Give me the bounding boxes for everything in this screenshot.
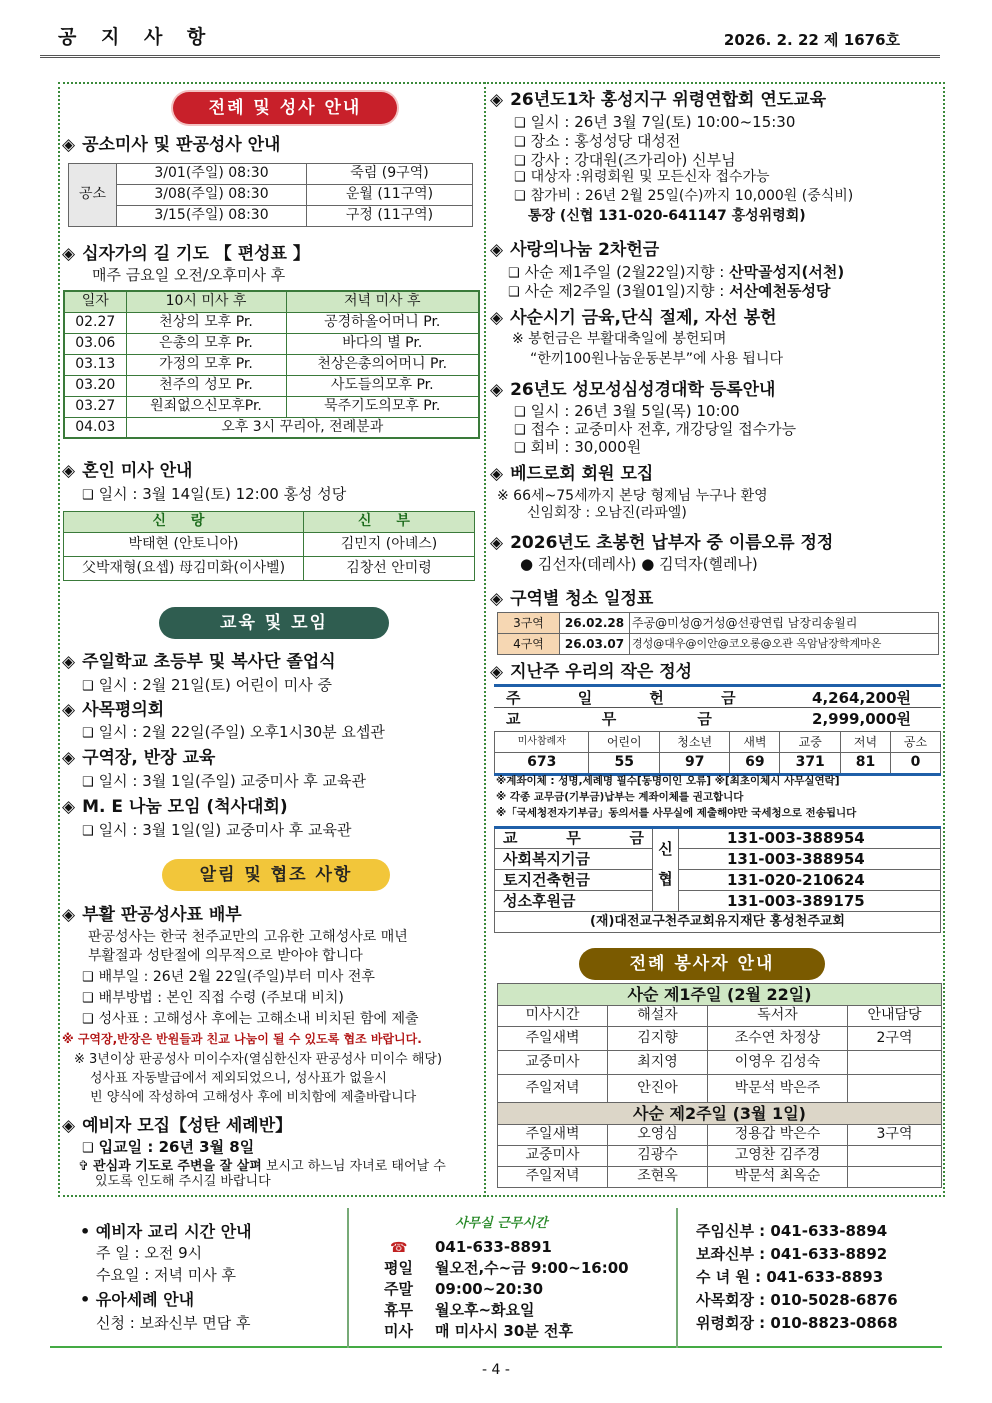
peter-line-2: 신임회장 : 오남진(라파엘): [527, 505, 687, 521]
table-cell: 131-003-389175: [679, 891, 941, 912]
table-cell: 가정의 모후 Pr.: [126, 354, 286, 375]
table-header: 해설자: [608, 1006, 708, 1027]
table-cell: 운월 (11구역): [307, 185, 473, 206]
table-cell: 673: [495, 753, 589, 774]
hongseong-line-4: ❑ 참가비 : 26년 2월 25일(수)까지 10,000원 (중식비): [514, 188, 853, 205]
love-line-1: [508, 263, 844, 282]
table-row: [495, 753, 941, 774]
easter-b2: ❑ 배부방법 : 본인 직접 수령 (주보대 비치): [82, 990, 344, 1007]
phone-icon: ☎: [390, 1240, 408, 1256]
footer-office-label-weekday: 평일: [384, 1259, 413, 1277]
love-line-1-text: 사순 제1주일 (2월22일)지향 :: [524, 263, 730, 281]
edu-title-0: ◈ 주일학교 초등부 및 복사단 졸업식: [62, 652, 336, 673]
footer-office-mass: 매 미사시 30분 전후: [435, 1322, 573, 1340]
stations-title: ◈ 십자가의 길 기도 【 편성표 】: [62, 244, 310, 265]
love-line-2-bold: 서산예천동성당: [729, 282, 831, 300]
table-row: [64, 333, 479, 354]
table-cell: 주공@미성@거성@선광연립 남장리송월리: [630, 613, 939, 634]
table-cell: 4구역: [498, 634, 560, 655]
offering-note-3: ※「국세청전자기부금」동의서를 사무실에 제출해야만 국세청으로 전송됩니다: [496, 807, 857, 819]
table-header: 새벽: [730, 732, 780, 753]
table-row: [498, 1167, 942, 1188]
table-cell: 3/15(주일) 08:30: [117, 206, 307, 227]
table-cell: 박문석 박은주: [708, 1075, 848, 1103]
table-header: 신 부: [304, 512, 475, 533]
offering-note-2: ※ 각종 교무금(기부금)납부는 계좌이체를 권고합니다: [496, 791, 744, 803]
footer-contacts: [696, 1208, 936, 1348]
table-row: [64, 375, 479, 396]
footer-office-title: 사무실 근무시간: [455, 1216, 548, 1231]
page-number: - 4 -: [482, 1362, 510, 1378]
catechumen-title: ◈ 예비자 모집【성탄 세례반】: [62, 1116, 292, 1137]
table-cell: 0: [890, 753, 940, 774]
table-cell: [848, 1146, 942, 1167]
bible-title: ◈ 26년도 성모성심성경대학 등록안내: [490, 380, 775, 401]
section-pill-servers: 전례 봉사자 안내: [579, 948, 825, 980]
table-row: [495, 891, 941, 912]
table-header-row: [495, 732, 941, 753]
table-cell: 공경하올어머니 Pr.: [286, 312, 479, 333]
table-row: [495, 870, 941, 891]
table-cell: 묵주기도의모후 Pr.: [286, 396, 479, 417]
table-cell: 04.03: [64, 417, 126, 438]
table-cell: 03.20: [64, 375, 126, 396]
table-cell: 03.27: [64, 396, 126, 417]
table-header: 교중: [780, 732, 841, 753]
table-header: 저녁: [841, 732, 891, 753]
table-cell: 02.27: [64, 312, 126, 333]
table-cell: 교중미사: [498, 1146, 608, 1167]
footer-contact-2: 수 녀 원 : 041-633-8893: [696, 1268, 884, 1286]
edu-line-0: ❑ 일시 : 2월 21일(토) 어린이 미사 중: [82, 676, 332, 695]
table-cell: 3구역: [848, 1125, 942, 1146]
footer-baptism-title: • 유아세례 안내: [80, 1290, 195, 1309]
table-header: 독서자: [708, 1006, 848, 1027]
table-cell: 성소후원금: [495, 891, 653, 912]
table-cell: 안진아: [608, 1075, 708, 1103]
wedding-line: ❑ 일시 : 3월 14일(토) 12:00 홍성 성당: [82, 485, 346, 504]
bible-line-1: ❑ 접수 : 교중미사 전후, 개강당일 접수가능: [514, 420, 796, 439]
hongseong-line-3: ❑ 대상자 :위령회원 및 모든신자 접수가능: [514, 169, 770, 186]
footer-office-label-weekend: 주말: [384, 1280, 413, 1298]
edu-title-1: ◈ 사목평의회: [62, 700, 164, 721]
easter-title: ◈ 부활 판공성사표 배부: [62, 905, 242, 926]
table-cell: 03.06: [64, 333, 126, 354]
table-header: 어린이: [589, 732, 659, 753]
peter-title: ◈ 베드로회 회원 모집: [490, 464, 653, 485]
table-cell: 69: [730, 753, 780, 774]
table-cell: 주일저녁: [498, 1167, 608, 1188]
footer-separator: [347, 1208, 349, 1348]
footer-contact-0: 주임신부 : 041-633-8894: [696, 1222, 888, 1240]
footer-office-phone: 041-633-8891: [435, 1238, 552, 1256]
pointer-icon: ✞: [78, 1159, 94, 1174]
table-cell: 이영우 김성숙: [708, 1051, 848, 1075]
footer-office-off: 월오후~화요일: [435, 1301, 535, 1319]
table-cell: 김광수: [608, 1146, 708, 1167]
table-cell: 3/01(주일) 08:30: [117, 164, 307, 185]
table-cell: 사순 제1주일 (2월 22일): [498, 984, 942, 1006]
hongseong-title: ◈ 26년도1차 홍성지구 위령연합회 연도교육: [490, 90, 826, 111]
easter-b3: ❑ 성사표 : 고해성사 후에는 고해소내 비치된 함에 제출: [82, 1011, 419, 1028]
table-cell: 131-003-388954: [679, 849, 941, 870]
table-cell: 사도들의모후 Pr.: [286, 375, 479, 396]
table-cell: [848, 1167, 942, 1188]
mission-mass-table: [68, 163, 473, 227]
table-cell: 오영심: [608, 1125, 708, 1146]
table-cell: 조현옥: [608, 1167, 708, 1188]
table-cell: (재)대전교구천주교회유지재단 홍성천주교회: [495, 912, 941, 933]
lent-line-2: “한끼100원나눔운동본부”에 사용 됩니다: [530, 351, 783, 367]
table-header-row: [64, 512, 475, 533]
table-row: [64, 557, 475, 581]
table-cell: 천상의 모후 Pr.: [126, 312, 286, 333]
table-row: [64, 533, 475, 557]
section-pill-education: 교육 및 모임: [159, 607, 389, 639]
table-header: 미사시간: [498, 1006, 608, 1027]
peter-line-1: ※ 66세~75세까지 본당 형제님 누구나 환영: [497, 488, 768, 504]
easter-warning: ※ 구역장,반장은 반원들과 친교 나눔이 될 수 있도록 협조 바랍니다.: [62, 1032, 422, 1046]
table-cell: 사순 제2주일 (3월 1일): [498, 1103, 942, 1125]
table-header: 청소년: [659, 732, 729, 753]
easter-n3: 빈 양식에 작성하여 고해성사 후에 비치함에 제출바랍니다: [90, 1090, 417, 1105]
table-cell: 공소: [69, 164, 117, 227]
table-row: [498, 1051, 942, 1075]
footer-separator: [676, 1208, 678, 1348]
table-cell: 주일저녁: [498, 1075, 608, 1103]
table-row: [498, 1075, 942, 1103]
table-row: [64, 417, 479, 438]
offering-sunday-label: 주 일 헌 금: [506, 689, 762, 707]
table-cell: [848, 1051, 942, 1075]
section-pill-liturgy: 전례 및 성사 안내: [173, 92, 397, 124]
table-cell: 토지건축헌금: [495, 870, 653, 891]
stations-table: [63, 290, 480, 439]
table-cell: 131-020-210624: [679, 870, 941, 891]
catechumen-p1-bold: 관심과 기도로 주변을 잘 살펴: [93, 1159, 262, 1174]
hongseong-line-0: ❑ 일시 : 26년 3월 7일(토) 10:00~15:30: [514, 113, 795, 132]
bible-line-0: ❑ 일시 : 26년 3월 5일(목) 10:00: [514, 402, 740, 421]
table-cell: 김민지 (아녜스): [304, 533, 475, 557]
love-line-1-bold: 산막골성지(서천): [729, 263, 845, 281]
table-cell: 정용갑 박은수: [708, 1125, 848, 1146]
easter-n2: 성사표 자동발급에서 제외되었으니, 성사표가 없을시: [90, 1071, 387, 1086]
section-pill-notice: 알림 및 협조 사항: [162, 859, 390, 891]
table-cell: [848, 1075, 942, 1103]
catechumen-p2: 있도록 인도해 주시길 바랍니다: [95, 1174, 271, 1189]
table-row: [69, 206, 473, 227]
footer-office: [350, 1208, 670, 1348]
offering-title: ◈ 지난주 우리의 작은 정성: [490, 662, 692, 683]
table-row: [64, 396, 479, 417]
issue-date: 2026. 2. 22 제 1676호: [723, 31, 900, 49]
catechumen-b1: ❑ 입교일 : 26년 3월 8일: [82, 1138, 254, 1157]
catechumen-p1: [78, 1159, 446, 1175]
table-row: [495, 849, 941, 870]
table-cell: 371: [780, 753, 841, 774]
table-header: 저녁 미사 후: [286, 291, 479, 312]
table-row: [64, 354, 479, 375]
offering-duty-value: 2,999,000원: [812, 710, 911, 728]
footer-office-weekday: 월오전,수~금 9:00~16:00: [435, 1259, 629, 1277]
table-header: 미사참례자: [495, 732, 589, 753]
edu-title-2: ◈ 구역장, 반장 교육: [62, 748, 215, 769]
table-cell: 고영찬 김주경: [708, 1146, 848, 1167]
table-row: [498, 1125, 942, 1146]
table-cell: 131-003-388954: [679, 828, 941, 849]
table-row: [498, 1027, 942, 1051]
table-cell: 26.02.28: [560, 613, 630, 634]
edu-line-3: ❑ 일시 : 3월 1일(일) 교중미사 후 교육관: [82, 821, 351, 840]
page-header: [40, 22, 940, 58]
footer-office-weekend: 09:00~20:30: [435, 1280, 544, 1298]
table-cell: 바다의 별 Pr.: [286, 333, 479, 354]
table-row: [498, 984, 942, 1006]
table-cell: 주일새벽: [498, 1027, 608, 1051]
table-cell: 구정 (11구역): [307, 206, 473, 227]
table-header: 일자: [64, 291, 126, 312]
table-cell: 김창선 안미령: [304, 557, 475, 581]
table-cell: 천상은총의어머니 Pr.: [286, 354, 479, 375]
footer-catechism-sunday: 주 일 : 오전 9시: [96, 1244, 203, 1262]
footer-contact-3: 사목회장 : 010-5028-6876: [696, 1291, 898, 1309]
wedding-table: [63, 511, 475, 581]
table-cell: 협: [653, 870, 679, 912]
footer-office-label-off: 휴무: [384, 1301, 413, 1319]
footer-office-label-mass: 미사: [384, 1322, 413, 1340]
footer-education: [80, 1208, 370, 1348]
offering-note-1: ※계좌이체 : 성명,세례명 필수[동명이인 오류] ※[최초이체시 사무실연락]: [496, 775, 840, 787]
hongseong-line-1: ❑ 장소 : 홍성성당 대성전: [514, 132, 680, 151]
table-cell: 교 무 금: [495, 828, 653, 849]
table-row: [69, 164, 473, 185]
footer-catechism-title: • 예비자 교리 시간 안내: [80, 1222, 252, 1241]
table-header-row: [498, 1006, 942, 1027]
table-cell: 주일새벽: [498, 1125, 608, 1146]
footer-contact-1: 보좌신부 : 041-633-8892: [696, 1245, 888, 1263]
love-line-2: [508, 282, 831, 301]
table-row: [498, 1146, 942, 1167]
table-cell: 오후 3시 꾸리아, 전례분과: [126, 417, 479, 438]
offering-sunday-row: [494, 684, 941, 708]
love-title: ◈ 사랑의나눔 2차헌금: [490, 240, 659, 261]
hongseong-account: 통장 (신협 131-020-641147 홍성위령회): [528, 208, 806, 224]
offering-duty-row: [494, 708, 941, 732]
offering-duty-label: 교 무 금: [506, 710, 750, 728]
column-divider: [484, 82, 486, 1197]
cleaning-title: ◈ 구역별 청소 일정표: [490, 589, 653, 610]
table-cell: 신: [653, 828, 679, 870]
table-cell: 은총의 모후 Pr.: [126, 333, 286, 354]
lent-title: ◈ 사순시기 금육,단식 절제, 자선 봉헌: [490, 308, 777, 329]
table-header: 신 랑: [64, 512, 304, 533]
table-header-row: [64, 291, 479, 312]
bible-line-2: ❑ 회비 : 30,000원: [514, 438, 641, 457]
edu-title-3: ◈ M. E 나눔 모임 (척사대회): [62, 797, 288, 818]
firstfruit-title: ◈ 2026년도 초봉헌 납부자 중 이름오류 정정: [490, 533, 833, 554]
table-cell: 경성@대우@이안@코오롱@오관 옥암남장학계마온: [630, 634, 939, 655]
table-cell: 3/08(주일) 08:30: [117, 185, 307, 206]
bank-accounts-table: [494, 826, 941, 933]
offering-sunday-value: 4,264,200원: [812, 689, 911, 707]
table-cell: 2구역: [848, 1027, 942, 1051]
footer-catechism-wed: 수요일 : 저녁 미사 후: [96, 1266, 237, 1284]
table-cell: 천주의 성모 Pr.: [126, 375, 286, 396]
servers-table: [497, 983, 942, 1188]
hongseong-line-2: ❑ 강사 : 강대원(즈가리아) 신부님: [514, 151, 736, 170]
table-row: [498, 613, 939, 634]
table-cell: 최지영: [608, 1051, 708, 1075]
easter-n1: ※ 3년이상 판공성사 미이수자(열심한신자 판공성사 미이수 해당): [74, 1052, 443, 1067]
attendance-table: [494, 731, 941, 774]
table-cell: 03.13: [64, 354, 126, 375]
table-cell: 97: [659, 753, 729, 774]
table-row: [64, 312, 479, 333]
edu-line-2: ❑ 일시 : 3월 1일(주일) 교중미사 후 교육관: [82, 772, 366, 791]
footer: [50, 1208, 942, 1348]
footer-baptism-line: 신청 : 보좌신부 면담 후: [96, 1314, 251, 1332]
table-cell: 교중미사: [498, 1051, 608, 1075]
table-cell: 박문석 최옥순: [708, 1167, 848, 1188]
page-title: 공 지 사 항: [58, 26, 215, 48]
table-cell: 父박재형(요셉) 母김미화(이사벨): [64, 557, 304, 581]
table-row: [498, 1103, 942, 1125]
firstfruit-line: ● 김선자(데레사) ● 김덕자(헬레나): [520, 555, 758, 573]
table-cell: 조수연 차정상: [708, 1027, 848, 1051]
edu-line-1: ❑ 일시 : 2월 22일(주일) 오후1시30분 요셉관: [82, 723, 385, 742]
table-cell: 박태현 (안토니아): [64, 533, 304, 557]
stations-subtitle: 매주 금요일 오전/오후미사 후: [92, 266, 286, 284]
confession-title: ◈ 공소미사 및 판공성사 안내: [62, 135, 280, 156]
wedding-title: ◈ 혼인 미사 안내: [62, 461, 192, 482]
table-cell: 55: [589, 753, 659, 774]
table-row: [69, 185, 473, 206]
table-row: [495, 828, 941, 849]
table-cell: 김지향: [608, 1027, 708, 1051]
table-header: 안내담당: [848, 1006, 942, 1027]
table-cell: 죽림 (9구역): [307, 164, 473, 185]
easter-b1: ❑ 배부일 : 26년 2월 22일(주일)부터 미사 전후: [82, 969, 375, 986]
love-line-2-text: 사순 제2주일 (3월01일)지향 :: [524, 282, 730, 300]
easter-p1: 판공성사는 한국 천주교만의 고유한 고해성사로 매년: [88, 929, 408, 945]
easter-p2: 부활절과 성탄절에 의무적으로 받아야 합니다: [88, 948, 363, 964]
lent-line-1: ※ 봉헌금은 부활대축일에 봉헌되며: [512, 331, 727, 347]
table-header: 공소: [890, 732, 940, 753]
table-cell: 사회복지기금: [495, 849, 653, 870]
table-cell: 3구역: [498, 613, 560, 634]
table-cell: 81: [841, 753, 891, 774]
table-row: [498, 634, 939, 655]
cleaning-table: [497, 612, 939, 655]
table-row: [495, 912, 941, 933]
table-header: 10시 미사 후: [126, 291, 286, 312]
table-cell: 26.03.07: [560, 634, 630, 655]
table-cell: 원죄없으신모후Pr.: [126, 396, 286, 417]
catechumen-p1-rest: 보시고 하느님 자녀로 태어날 수: [261, 1159, 446, 1174]
footer-contact-4: 위령회장 : 010-8823-0868: [696, 1314, 898, 1332]
